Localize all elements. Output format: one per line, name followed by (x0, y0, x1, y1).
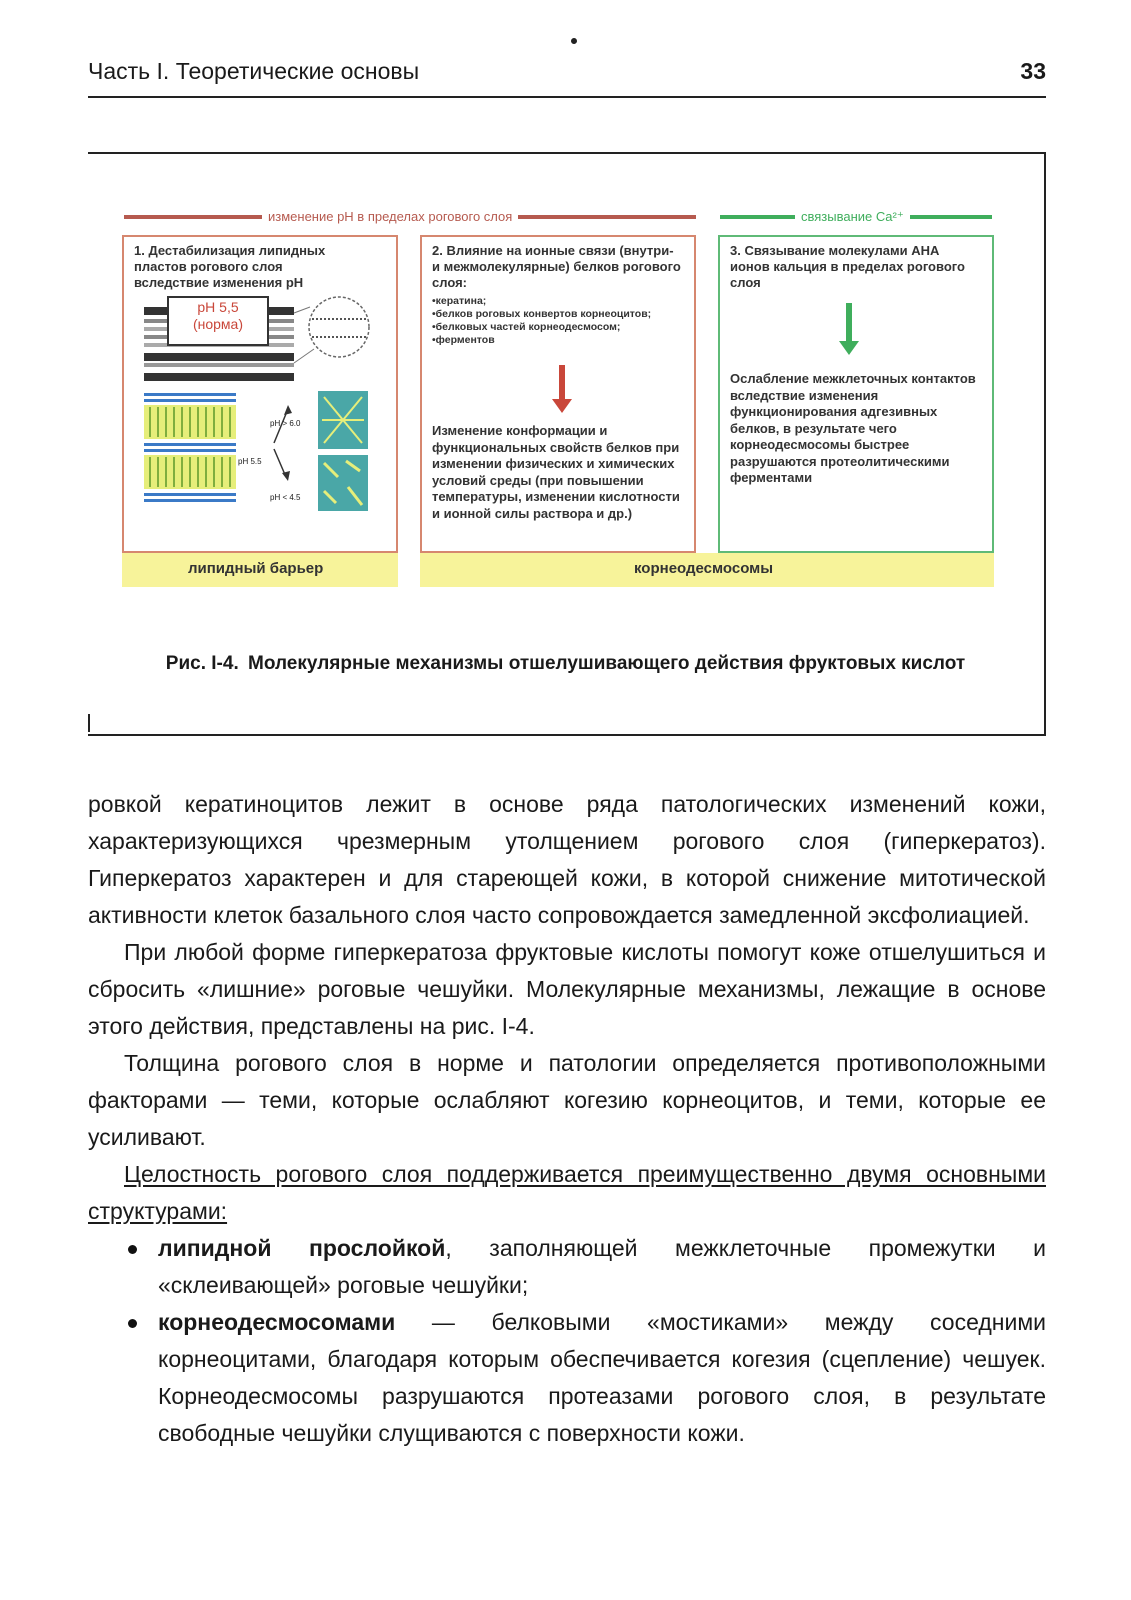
ph-mid-label: pH 5.5 (238, 457, 262, 466)
figure-caption (0, 653, 1131, 675)
body-text (88, 786, 1046, 1452)
page-number: 33 (1020, 58, 1046, 84)
frame-corner-tick (88, 714, 90, 732)
panel2-bullet: •кератина; (432, 295, 487, 307)
bullet-dot-icon (128, 1245, 137, 1254)
paragraph: ровкой кератиноцитов лежит в основе ряда патологических изменений кожи, характеризующихся чрезмерным утолщением рогового слоя (гиперкератоз). Гиперкератоз характерен и для стареющей кожи, в которой снижение митотической активности клеток базального слоя часто сопровождается замедленной эксфолиацией. (88, 791, 1046, 928)
bullet-list (88, 1230, 1046, 1452)
corneodesmosomes-label: корнеодесмосомы (634, 560, 774, 577)
panel2-result: Изменение конформации и функциональных свойств белков при изменении физических и химических условий среды (при повышении температуры, изменении кислотности и ионной силы раствора и др.) (432, 423, 680, 521)
paragraph: Толщина рогового слоя в норме и патологии определяется противоположными факторами — теми, которые ослабляют когезию корнеоцитов, и теми, которые ее усиливают. (88, 1050, 1046, 1150)
print-speck (570, 37, 578, 45)
panel2-bullet: •белков роговых конвертов корнеоцитов; (432, 308, 652, 320)
running-title: Часть I. Теоретические основы (88, 58, 420, 84)
ph-low-label: pH < 4.5 (270, 493, 301, 502)
ph-high-label: pH > 6.0 (270, 419, 301, 428)
panel3-result: Ослабление межклеточных контактов вследствие изменения функционирования адгезивных белков, в результате чего корнеодесмосомы быстрее разрушаются протеолитическими ферментами (730, 371, 976, 485)
bullet-description: , заполняющей межклеточные промежутки и «склеивающей» роговые чешуйки; (158, 1235, 1046, 1298)
panel2-title: 2. Влияние на ионные связи (внутри- и межмолекулярные) белков рогового слоя: (432, 243, 681, 290)
paragraph-underlined (88, 1156, 1046, 1230)
running-header (88, 52, 1046, 98)
panel-lipid-destabilization (122, 235, 398, 553)
bullet-description: — белковыми «мостиками» между соседними корнеоцитами, благодаря которым обеспечивается когезия (сцепление) чешуек. Корнеодесмосомы разрушаются протеазами рогового слоя, в результате свободные чешуйки слущиваются с поверхности кожи. (158, 1309, 1046, 1446)
panel2-bullet-list (432, 295, 682, 347)
red-arrow-head-icon (552, 399, 572, 413)
ph-normal-value: pH 5,5 (197, 299, 239, 315)
panel1-title: 1. Дестабилизация липидных пластов рогового слоя вследствие изменения pH (134, 243, 326, 290)
green-arrow-head-icon (839, 341, 859, 355)
ph-change-label: изменение pH в пределах рогового слоя (262, 209, 518, 224)
bullet-dot-icon (128, 1319, 137, 1328)
bullet-term: липидной прослойкой (158, 1235, 446, 1261)
lipid-barrier-label: липидный барьер (188, 560, 324, 577)
bullet-term: корнеодесмосомами (158, 1309, 396, 1335)
figure-caption-text: Молекулярные механизмы отшелушивающего действия фруктовых кислот (248, 653, 966, 674)
panel-calcium-binding (718, 235, 994, 553)
panel3-title: 3. Связывание молекулами AHA ионов кальция в пределах рогового слоя (730, 243, 965, 290)
panel2-bullet: •ферментов (432, 334, 495, 346)
bullet-item (88, 1304, 1046, 1452)
green-arrow-shaft (846, 303, 852, 343)
calcium-binding-label: связывание Ca²⁺ (795, 209, 910, 225)
bullet-item (88, 1230, 1046, 1304)
underlined-statement: Целостность рогового слоя поддерживается преимущественно двумя основными структурами: (88, 1161, 1046, 1224)
paragraph: При любой форме гиперкератоза фруктовые кислоты помогут коже отшелушиться и сбросить «лишние» роговые чешуйки. Молекулярные механизмы, лежащие в основе этого действия, представлены на рис. I-4. (88, 939, 1046, 1039)
panel-ionic-bonds (420, 235, 696, 553)
figure-number: Рис. I-4. (165, 653, 239, 674)
panel2-bullet: •белковых частей корнеодесмосом; (432, 321, 621, 333)
ph-normal-label: (норма) (192, 316, 244, 332)
red-arrow-shaft (559, 365, 565, 401)
